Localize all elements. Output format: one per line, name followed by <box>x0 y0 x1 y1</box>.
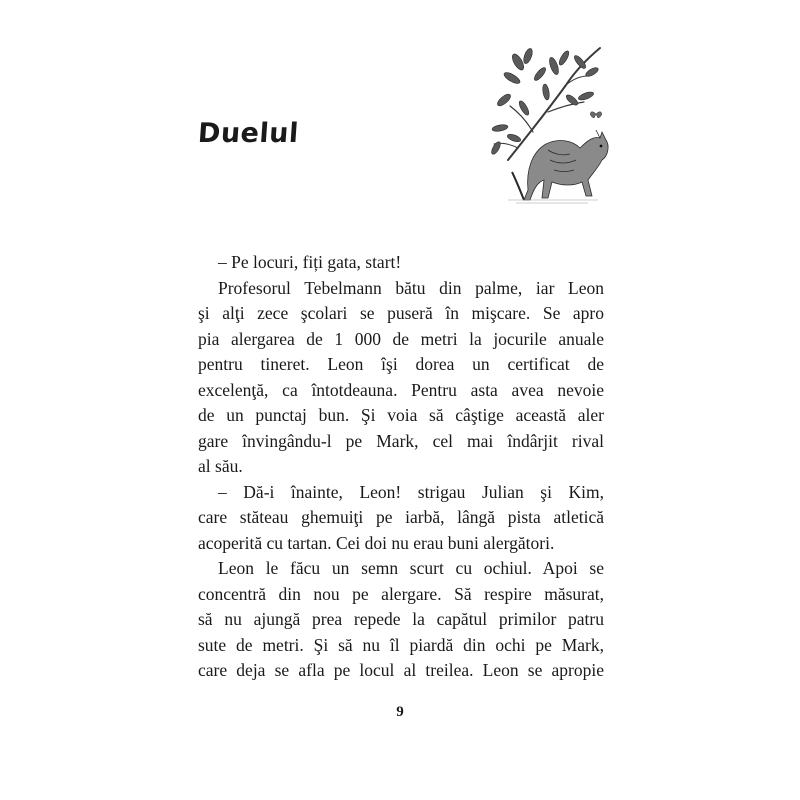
text-line: să nu ajungă prea repede la capătul primilor patru <box>198 609 604 629</box>
chapter-body <box>198 250 604 684</box>
text-line: excelenţă, ca întotdeauna. Pentru asta avea nevoie <box>198 379 604 400</box>
text-line: şi alţi zece şcolari se puseră în mişcare. Se apro <box>198 303 604 323</box>
text-line: concentră din nou pe alergare. Să respire măsurat, <box>198 583 604 604</box>
text-line: sute de metri. Şi să nu îl piardă din ochi pe Mark, <box>198 634 604 655</box>
text-line: care deja se afla pe locul al treilea. Leon se apropie <box>198 660 604 680</box>
text-line: pia alergarea de 1 000 de metri la jocurile anuale <box>198 328 604 349</box>
text-line: pentru tineret. Leon îşi dorea un certificat de <box>198 354 604 374</box>
text-line: al său. <box>198 456 243 476</box>
cat-under-branch-icon <box>488 40 618 205</box>
text-line: acoperită cu tartan. Cei doi nu erau buni alergători. <box>198 532 555 553</box>
text-line: Leon le făcu un semn scurt cu ochiul. Apoi se <box>218 558 604 578</box>
text-line: Profesorul Tebelmann bătu din palme, iar Leon <box>218 277 604 298</box>
chapter-title: Duelul <box>196 118 300 149</box>
text-line: – Dă-i înainte, Leon! strigau Julian şi Kim, <box>218 481 604 502</box>
text-line: de un punctaj bun. Şi voia să câştige această aler <box>198 405 604 425</box>
page-number: 9 <box>396 704 404 720</box>
text-line: care stăteau ghemuiţi pe iarbă, lângă pista atletică <box>198 507 604 527</box>
text-line: – Pe locuri, fiți gata, start! <box>218 252 402 272</box>
text-line: gare învingându-l pe Mark, cel mai îndârjit rival <box>198 430 604 451</box>
